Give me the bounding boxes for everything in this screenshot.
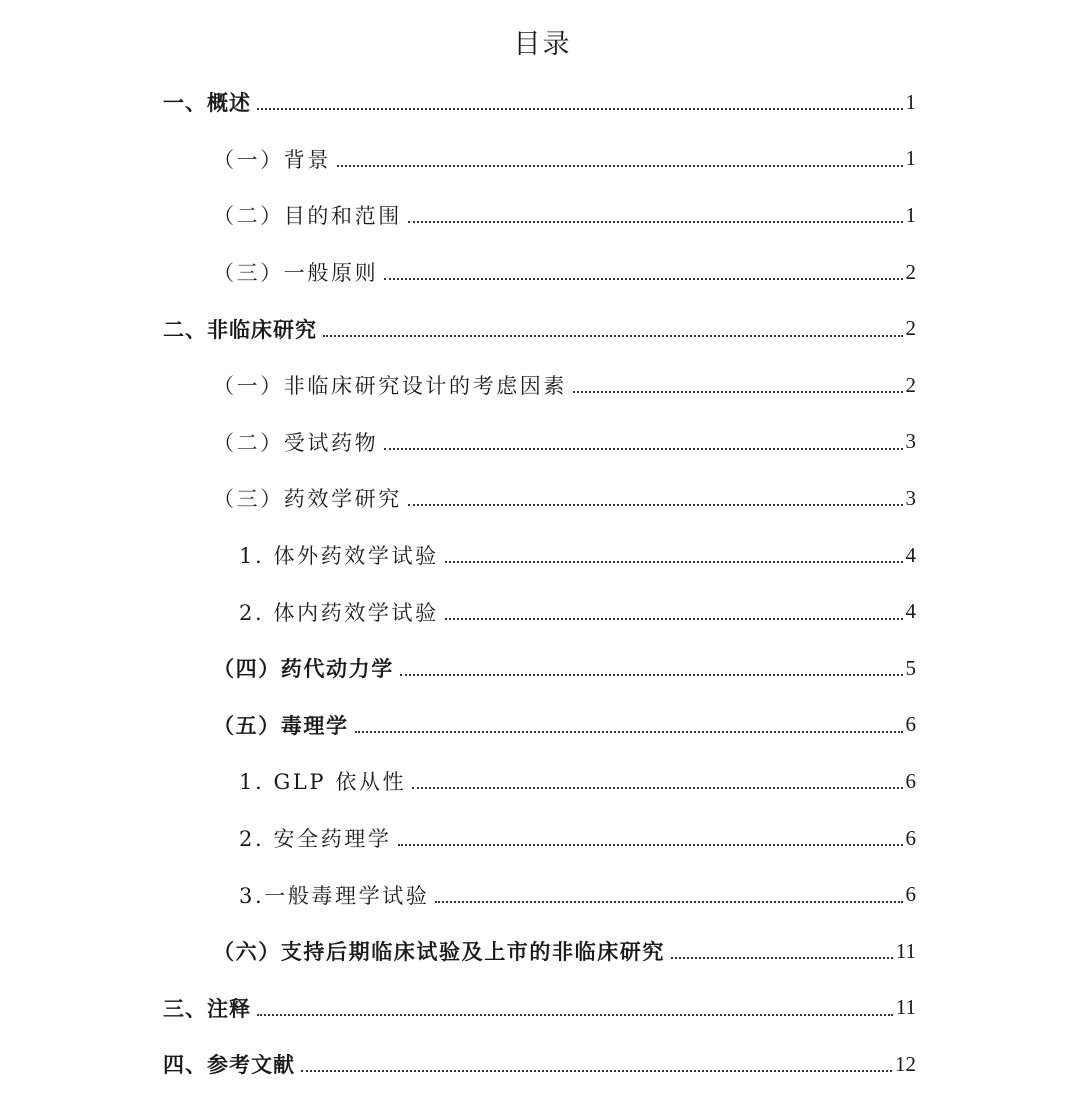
toc-entry-label: （三）药效学研究 <box>213 487 402 512</box>
toc-entry-label: （一）非临床研究设计的考虑因素 <box>213 374 567 399</box>
dot-leader <box>408 221 903 223</box>
dot-leader <box>257 108 903 110</box>
toc-entry-label: 三、注释 <box>163 996 251 1021</box>
toc-entry-safety-pharmacology[interactable] <box>0 810 1080 867</box>
toc-page-number: 6 <box>905 712 916 737</box>
dot-leader <box>445 618 903 620</box>
toc-entry-label: （二）目的和范围 <box>213 204 402 229</box>
toc-page-number: 2 <box>905 372 916 397</box>
toc-page-number: 12 <box>895 1051 916 1076</box>
toc-entry-references[interactable] <box>0 1036 1080 1093</box>
toc-page-number: 3 <box>905 485 916 510</box>
dot-leader <box>301 1070 892 1072</box>
toc-entry-overview[interactable] <box>0 74 1080 131</box>
toc-entry-label: （一）背景 <box>213 147 331 172</box>
toc-entry-label: 2. 体内药效学试验 <box>239 600 439 625</box>
toc-entry-label: （三）一般原则 <box>213 261 379 286</box>
dot-leader <box>445 561 903 563</box>
dot-leader <box>573 391 903 393</box>
dot-leader <box>435 901 902 903</box>
toc-entry-background[interactable] <box>0 131 1080 188</box>
toc-entry-pharmacokinetics[interactable] <box>0 640 1080 697</box>
toc-page-number: 6 <box>905 768 916 793</box>
toc-page-number: 6 <box>905 882 916 907</box>
toc-page-number: 6 <box>905 825 916 850</box>
toc-entry-notes[interactable] <box>0 980 1080 1037</box>
dot-leader <box>337 165 903 167</box>
toc-page-number: 5 <box>905 655 916 680</box>
toc-page-number: 3 <box>905 429 916 454</box>
toc-entry-label: 1. GLP 依从性 <box>239 770 407 795</box>
toc-entry-design-considerations[interactable] <box>0 357 1080 414</box>
dot-leader <box>384 278 902 280</box>
toc-entry-label: （二）受试药物 <box>213 430 379 455</box>
toc-entry-pharmacodynamics[interactable] <box>0 470 1080 527</box>
toc-page-number: 1 <box>905 89 916 114</box>
dot-leader <box>400 674 903 676</box>
dot-leader <box>408 504 903 506</box>
toc-page-number: 1 <box>905 202 916 227</box>
toc-entry-purpose-scope[interactable] <box>0 187 1080 244</box>
dot-leader <box>412 787 902 789</box>
dot-leader <box>384 448 902 450</box>
toc-entry-label: 1. 体外药效学试验 <box>239 544 439 569</box>
toc-page-number: 2 <box>905 316 916 341</box>
toc-entry-general-principles[interactable] <box>0 244 1080 301</box>
toc-entry-label: 2. 安全药理学 <box>239 827 392 852</box>
toc-page-number: 11 <box>895 938 916 963</box>
toc-entry-test-drug[interactable] <box>0 414 1080 471</box>
toc-page-number: 11 <box>895 995 916 1020</box>
dot-leader <box>257 1014 893 1016</box>
toc-entry-label: （五）毒理学 <box>213 713 349 738</box>
toc-entry-toxicology[interactable] <box>0 697 1080 754</box>
toc-title: 目录 <box>513 29 572 60</box>
toc-entry-label: （六）支持后期临床试验及上市的非临床研究 <box>213 940 665 965</box>
toc-entry-glp-compliance[interactable] <box>0 753 1080 810</box>
toc-entry-in-vitro[interactable] <box>0 527 1080 584</box>
toc-page-number: 4 <box>905 542 916 567</box>
toc-entry-label: 3.一般毒理学试验 <box>239 883 430 908</box>
toc-page-number: 1 <box>905 146 916 171</box>
toc-entry-label: 四、参考文献 <box>163 1053 295 1078</box>
toc-page-number: 2 <box>905 259 916 284</box>
toc-entry-label: 二、非临床研究 <box>163 317 317 342</box>
toc-page-number: 4 <box>905 599 916 624</box>
dot-leader <box>398 844 903 846</box>
toc-entry-later-clinical-support[interactable] <box>0 923 1080 980</box>
toc-entry-in-vivo[interactable] <box>0 583 1080 640</box>
toc-entry-label: （四）药代动力学 <box>213 657 394 682</box>
toc-entry-nonclinical-research[interactable] <box>0 300 1080 357</box>
dot-leader <box>671 957 893 959</box>
dot-leader <box>355 731 903 733</box>
toc-list <box>0 74 1080 1093</box>
dot-leader <box>323 335 903 337</box>
toc-entry-label: 一、概述 <box>163 91 251 116</box>
toc-entry-general-toxicology[interactable] <box>0 866 1080 923</box>
